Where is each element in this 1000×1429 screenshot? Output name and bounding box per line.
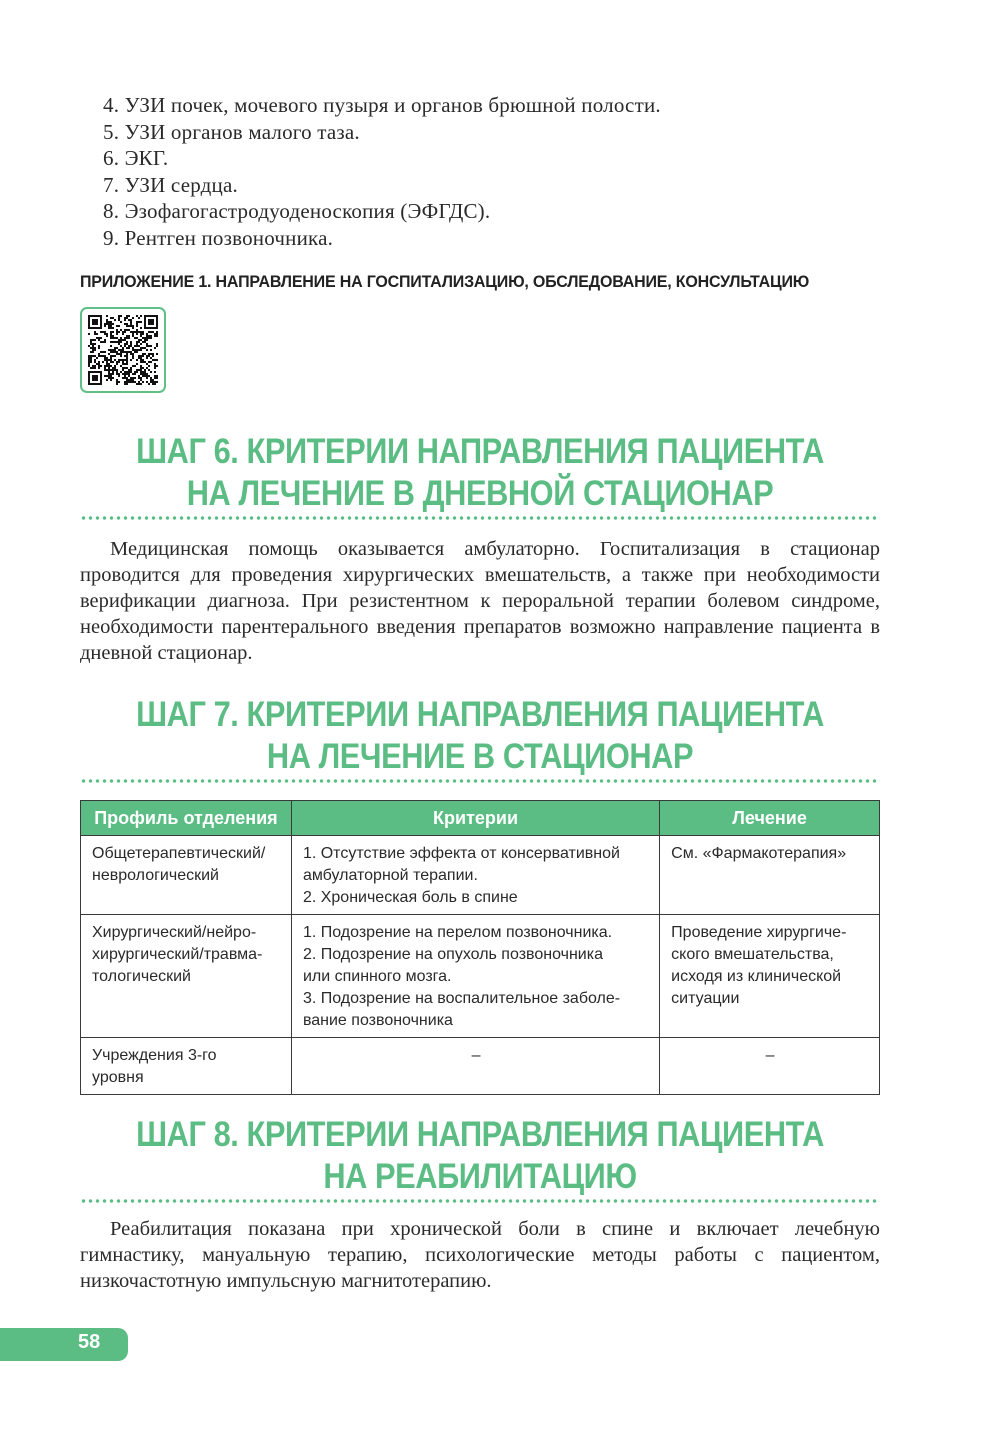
cell-line: 2. Хроническая боль в спине: [302, 889, 518, 906]
profile-cell: [81, 836, 292, 915]
treatment-cell: [660, 1038, 880, 1095]
step7-heading: [80, 694, 880, 778]
cell-line: уровня: [92, 1069, 144, 1086]
cell-line: –: [471, 1047, 481, 1064]
cell-line: См. «Фармакотерапия»: [671, 845, 847, 862]
step7-heading-line: ШАГ 7. КРИТЕРИИ НАПРАВЛЕНИЯ ПАЦИЕНТА: [136, 695, 824, 734]
qr-code[interactable]: [80, 307, 166, 393]
table-row: [81, 915, 880, 1038]
profile-cell: [81, 915, 292, 1038]
column-header-criteria: Критерии: [291, 801, 659, 836]
list-item: 8. Эзофагогастродуоденоскопия (ЭФГДС).: [103, 199, 491, 223]
profile-cell: [81, 1038, 292, 1095]
cell-line: вание позвоночника: [302, 1012, 453, 1029]
cell-line: 1. Отсутствие эффекта от консервативной: [302, 845, 620, 862]
cell-line: Хирургический/нейро-: [92, 924, 257, 941]
table-row: [81, 836, 880, 915]
page-number: 58: [78, 1331, 101, 1353]
step8-paragraph: Реабилитация показана при хронической боли в спине и включает лечебную гимнастику, мануальную терапию, психологические методы работы с пациентом, низкочастотную импульсную магнитотерапию.: [80, 1218, 880, 1292]
step6-heading: [80, 431, 880, 515]
qr-code-icon: [88, 315, 158, 385]
step8-heading-line: НА РЕАБИЛИТАЦИЮ: [323, 1157, 637, 1196]
cell-line: 1. Подозрение на перелом позвоночника.: [302, 924, 613, 941]
list-item: 6. ЭКГ.: [103, 146, 169, 170]
step8-heading-line: ШАГ 8. КРИТЕРИИ НАПРАВЛЕНИЯ ПАЦИЕНТА: [136, 1115, 824, 1154]
exam-list: [103, 92, 661, 251]
treatment-cell: [660, 836, 880, 915]
list-item: 9. Рентген позвоночника.: [103, 225, 334, 250]
column-header-profile: Профиль отделения: [81, 801, 292, 836]
step6-heading-line: НА ЛЕЧЕНИЕ В ДНЕВНОЙ СТАЦИОНАР: [186, 474, 774, 513]
divider: [80, 516, 880, 520]
page-number-tab: [0, 1328, 128, 1361]
criteria-cell: [291, 836, 659, 915]
cell-line: Общетерапевтический/: [92, 845, 266, 862]
divider: [80, 779, 880, 783]
list-item: 7. УЗИ сердца.: [103, 172, 238, 197]
list-item: 4. УЗИ почек, мочевого пузыря и органов брюшной полости.: [103, 93, 661, 117]
criteria-cell: [291, 915, 659, 1038]
cell-line: тологический: [92, 968, 191, 985]
appendix-title: ПРИЛОЖЕНИЕ 1. НАПРАВЛЕНИЕ НА ГОСПИТАЛИЗАЦИЮ, ОБСЛЕДОВАНИЕ, КОНСУЛЬТАЦИЮ: [80, 273, 810, 291]
cell-line: хирургический/травма-: [92, 946, 263, 963]
cell-line: ситуации: [671, 990, 740, 1007]
cell-line: исходя из клинической: [671, 968, 842, 985]
step7-heading-line: НА ЛЕЧЕНИЕ В СТАЦИОНАР: [266, 737, 694, 776]
cell-line: неврологический: [92, 867, 219, 884]
column-header-treatment: Лечение: [660, 801, 880, 836]
treatment-cell: [660, 915, 880, 1038]
cell-line: Учреждения 3-го: [92, 1047, 217, 1064]
step6-paragraph: Медицинская помощь оказывается амбулаторно. Госпитализация в стационар проводится для проведения хирургических вмешательств, а также при необходимости верификации диагноза. При резистентном к пероральной терапии болевом синдроме, необходимости парентерального введения препаратов возможно направление пациента в дневной стационар.: [80, 538, 880, 664]
step8-heading: [80, 1114, 880, 1198]
cell-line: амбулаторной терапии.: [302, 867, 478, 884]
cell-line: 3. Подозрение на воспалительное заболе-: [302, 990, 621, 1007]
criteria-cell: [291, 1038, 659, 1095]
cell-line: или спинного мозга.: [302, 968, 452, 985]
criteria-table: [80, 800, 880, 1095]
cell-line: Проведение хирургиче-: [671, 924, 847, 941]
table-header-row: [81, 801, 880, 836]
list-item: 5. УЗИ органов малого таза.: [103, 119, 360, 144]
step6-heading-line: ШАГ 6. КРИТЕРИИ НАПРАВЛЕНИЯ ПАЦИЕНТА: [136, 432, 824, 471]
cell-line: –: [765, 1047, 775, 1064]
cell-line: 2. Подозрение на опухоль позвоночника: [302, 946, 603, 963]
divider: [80, 1199, 880, 1203]
table-row: [81, 1038, 880, 1095]
cell-line: ского вмешательства,: [671, 946, 834, 963]
